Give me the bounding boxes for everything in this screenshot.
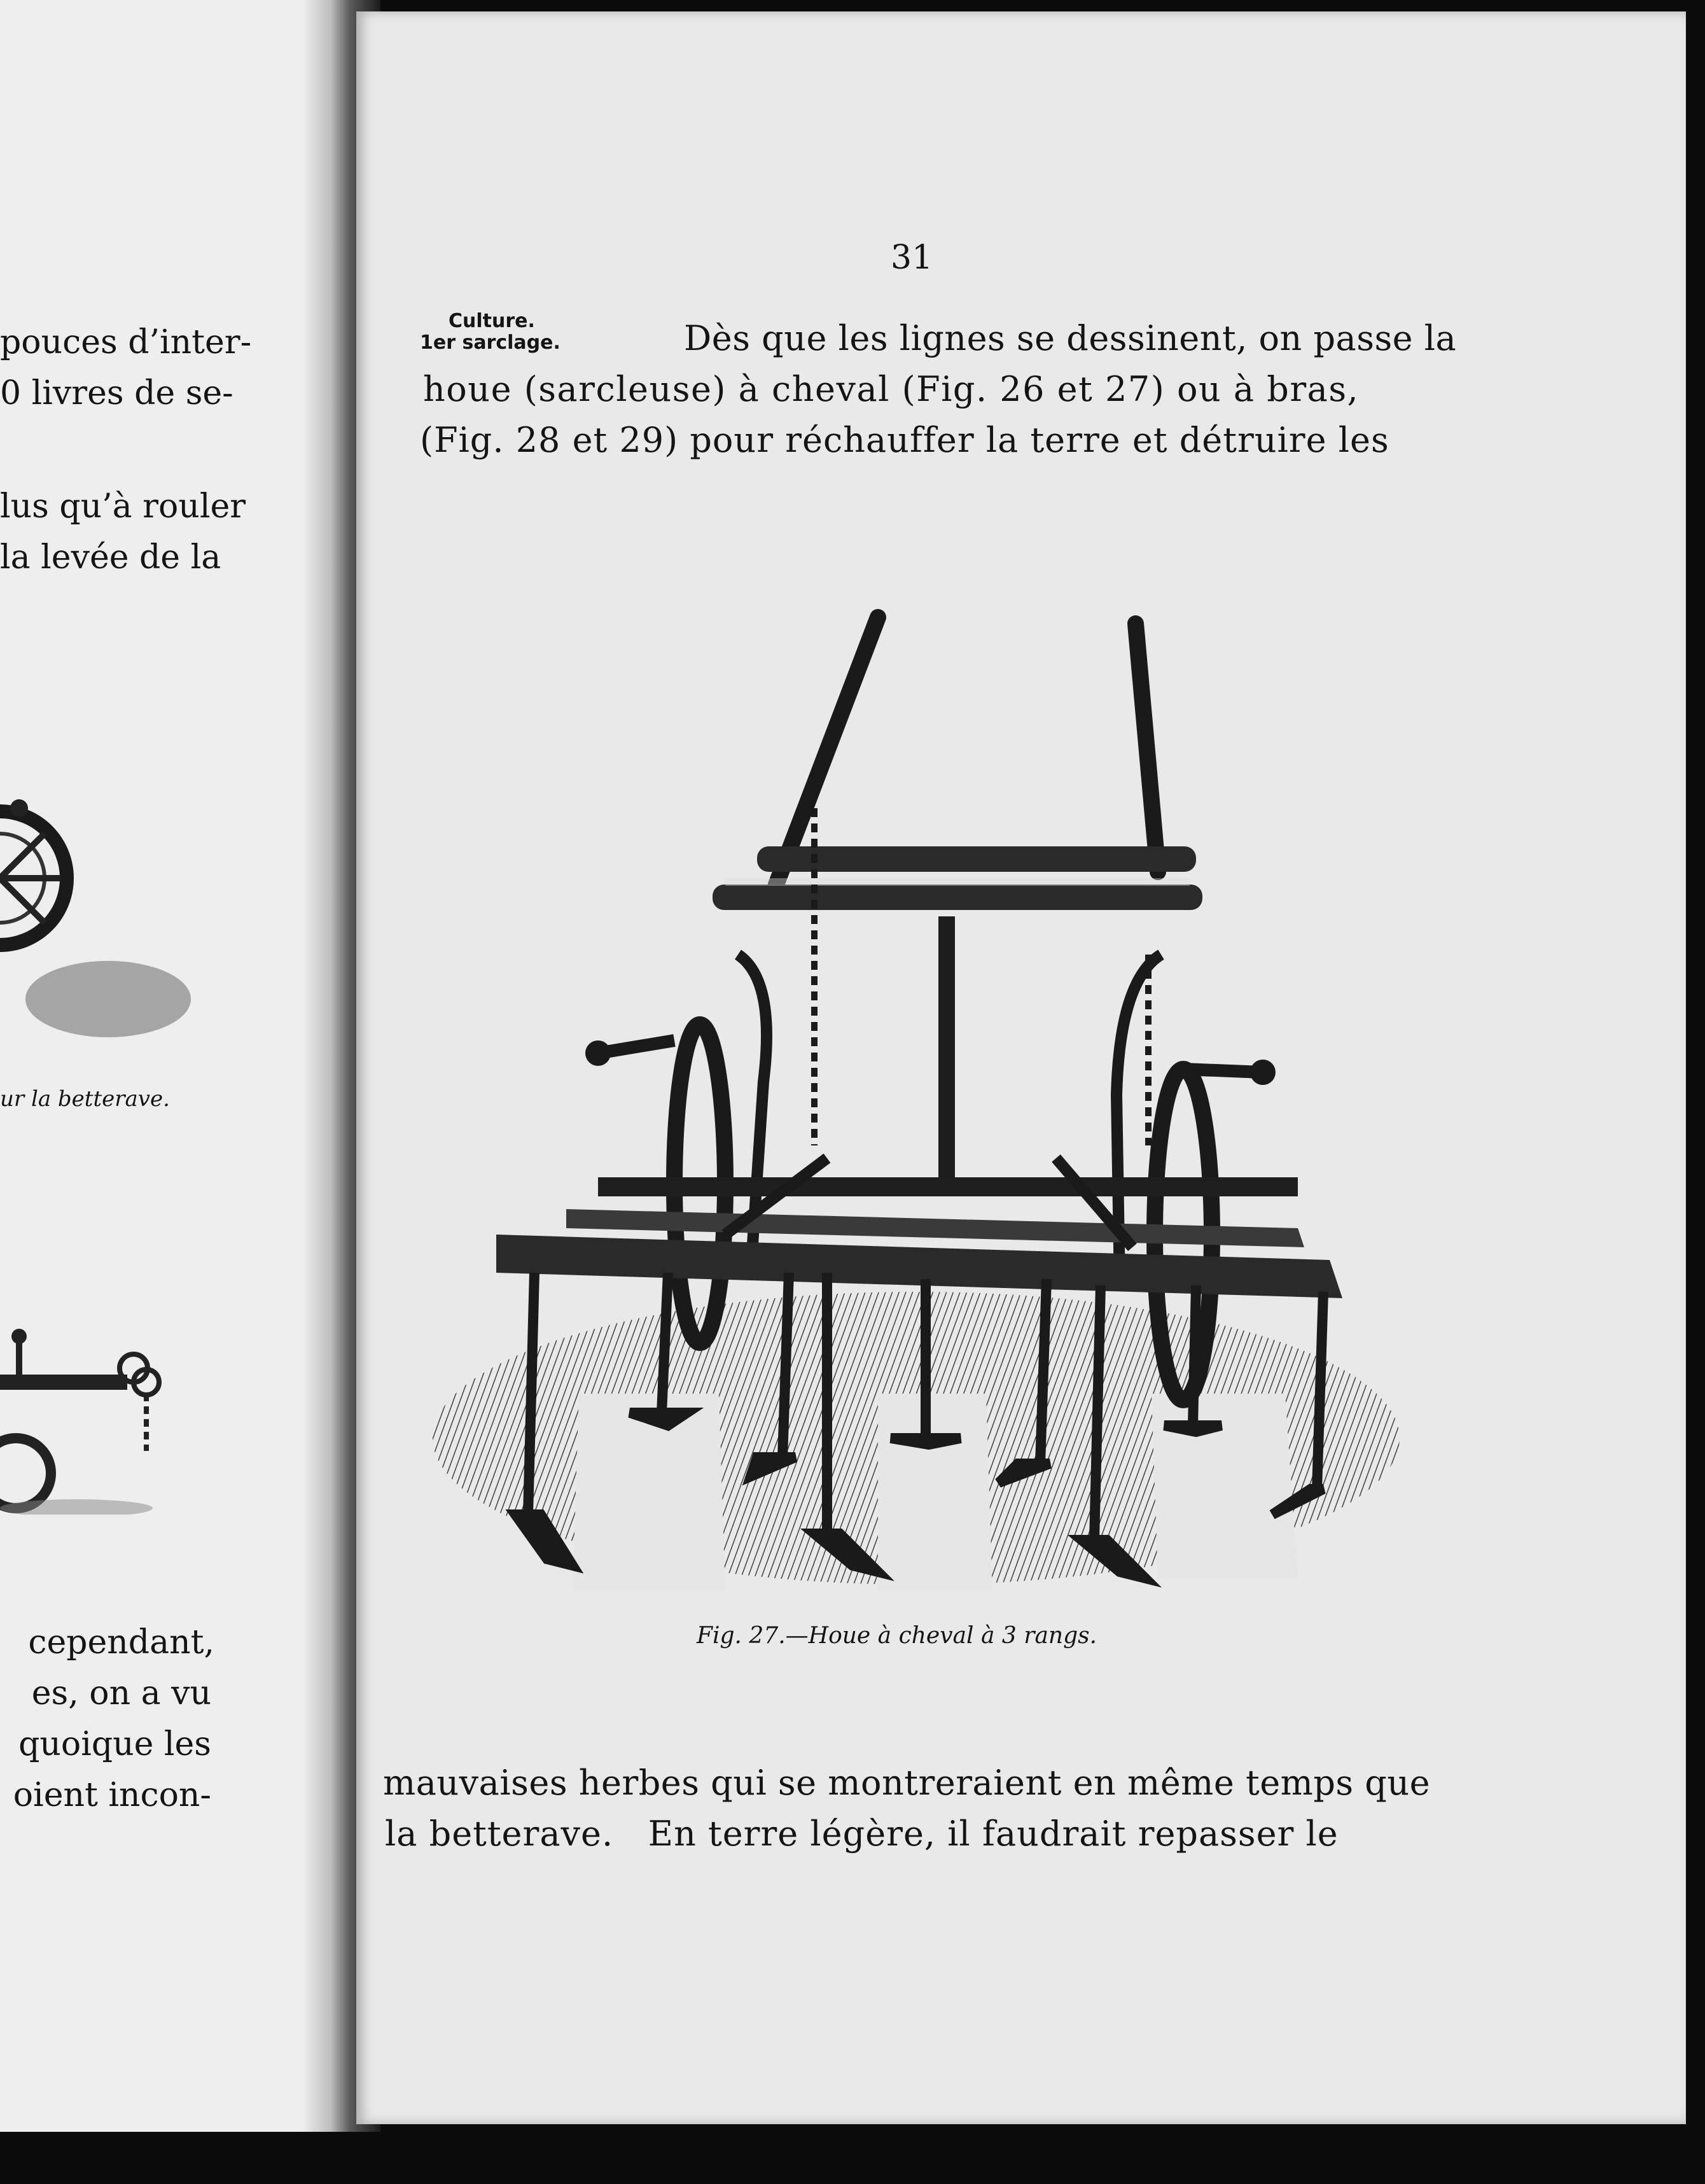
left-figure-caption: ur la betterave. — [0, 1086, 170, 1112]
paragraph-line: mauvaises herbes qui se montreraient en même temps que — [383, 1763, 1431, 1803]
paragraph-line: Dès que les lignes se dessinent, on passe la — [684, 318, 1457, 358]
left-page — [0, 0, 347, 2184]
left-text-line: 0 livres de se- — [0, 374, 233, 412]
margin-note-line: 1er sarclage. — [420, 332, 560, 354]
left-text-line: la levée de la — [0, 538, 221, 577]
left-text-line: oient incon- — [13, 1776, 211, 1814]
left-hoe-illustration — [0, 1324, 178, 1515]
left-text-line: pouces d’inter- — [0, 323, 252, 361]
figure-caption: Fig. 27.—Houe à cheval à 3 rangs. — [697, 1623, 1097, 1649]
paragraph-line: la betterave. En terre légère, il faudrait repasser le — [385, 1814, 1339, 1854]
paragraph-line: (Fig. 28 et 29) pour réchauffer la terre et détruire les — [420, 420, 1389, 460]
left-wheel-illustration — [0, 732, 191, 1088]
left-text-line: quoique les — [18, 1725, 211, 1763]
margin-note-line: Culture. — [449, 310, 535, 332]
horse-hoe-illustration — [420, 598, 1412, 1616]
left-text-line: lus qu’à rouler — [0, 487, 246, 526]
left-text-line: cependant, — [28, 1623, 214, 1662]
left-text-line: es, on a vu — [31, 1674, 211, 1712]
scan-border — [0, 2132, 1705, 2184]
page-number: 31 — [891, 239, 933, 277]
paragraph-line: houe (sarcleuse) à cheval (Fig. 26 et 27) ou à bras, — [423, 369, 1360, 409]
margin-note — [420, 311, 560, 354]
